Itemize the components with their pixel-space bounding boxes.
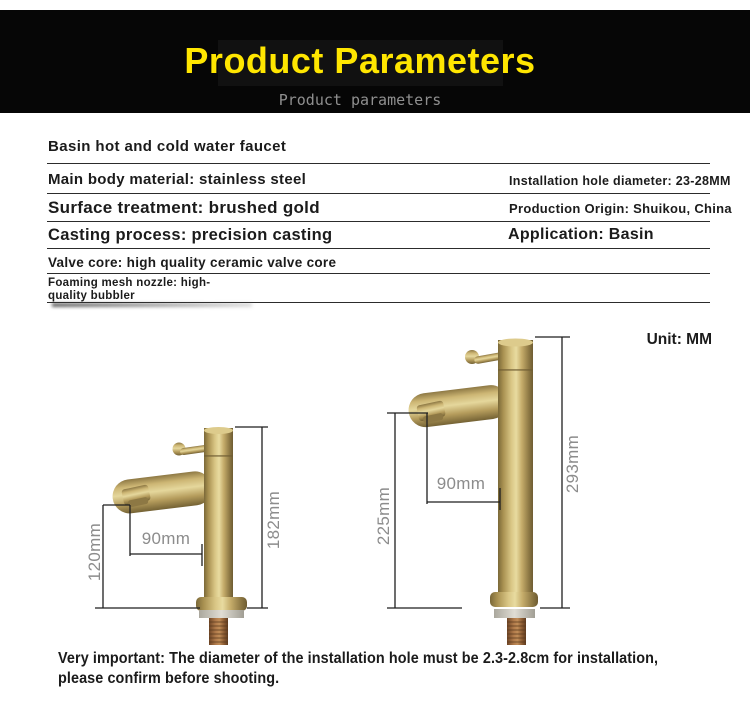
tall-faucet-joint-ring [498, 369, 533, 371]
spec-installation-hole-diameter: Installation hole diameter: 23-28MM [509, 174, 731, 188]
small-faucet-joint-ring [204, 455, 233, 457]
footer-warning-line2: please confirm before shooting. [58, 669, 280, 687]
page-title: Product Parameters [184, 40, 536, 81]
spec-casting-process: Casting process: precision casting [48, 226, 333, 244]
spec-application: Application: Basin [508, 226, 654, 243]
dim-label-tall-total-height: 293mm [563, 434, 582, 494]
product-name: Basin hot and cold water faucet [48, 138, 287, 155]
page-subtitle: Product parameters [278, 91, 442, 109]
footer-warning-line1: Very important: The diameter of the installation hole must be 2.3-2.8cm for installation, [58, 650, 659, 667]
spec-surface-treatment: Surface treatment: brushed gold [48, 198, 320, 217]
dim-label-small-spout-height: 120mm [85, 522, 104, 582]
spec-production-origin: Production Origin: Shuikou, China [509, 201, 732, 216]
small-faucet-nut [199, 610, 244, 618]
tall-faucet-flange [490, 592, 538, 607]
dim-label-small-spout-reach: 90mm [141, 529, 191, 548]
small-faucet-flange [196, 597, 247, 611]
footer-warning [58, 649, 706, 688]
dim-label-tall-spout-height: 225mm [374, 486, 393, 546]
dim-label-tall-spout-reach: 90mm [436, 474, 486, 493]
spec-valve-core: Valve core: high quality ceramic valve core [48, 255, 337, 270]
spec-main-body-material: Main body material: stainless steel [48, 171, 307, 188]
spec-foaming-nozzle: Foaming mesh nozzle: high-quality bubbler [48, 277, 211, 302]
unit-label: Unit: MM [646, 331, 712, 348]
dim-label-small-total-height: 182mm [264, 490, 283, 550]
small-faucet-cap [204, 427, 233, 434]
tall-faucet-body [498, 340, 533, 594]
tall-faucet-cap [498, 339, 533, 347]
small-faucet-body [204, 428, 233, 599]
tall-faucet-nut [494, 609, 535, 618]
tall-faucet-dimension-lines [387, 337, 570, 608]
